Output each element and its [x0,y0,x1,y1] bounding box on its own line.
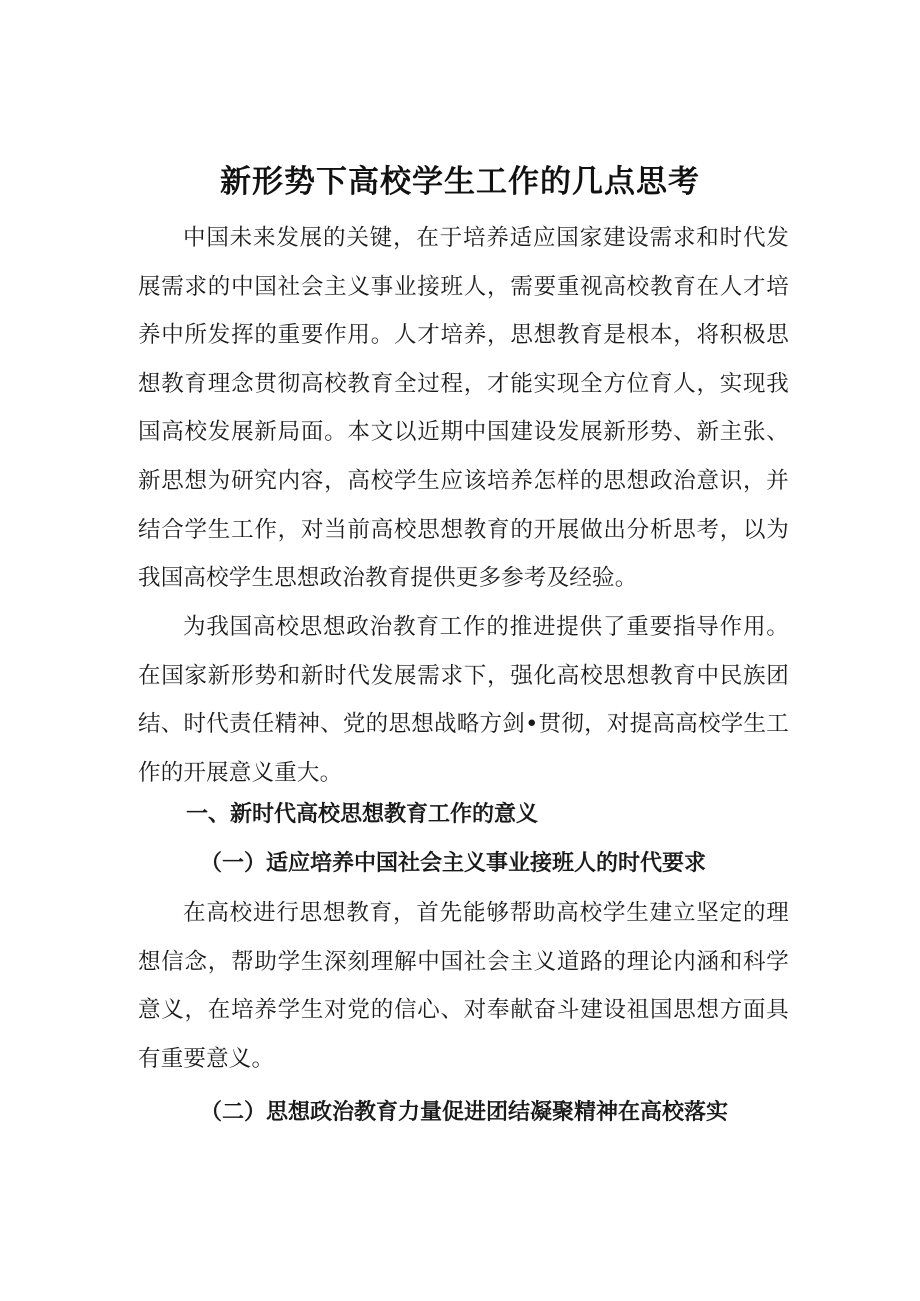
section-heading-1: 一、新时代高校思想教育工作的意义 [186,802,539,827]
subsection-heading-2: （二）思想政治教育力量促进团结凝聚精神在高校落实 [200,1099,729,1125]
document-title: 新形势下高校学生工作的几点思考 [220,163,700,200]
subsection-heading-1: （一）适应培养中国社会主义事业接班人的时代要求 [200,850,707,876]
subsection-1-paragraph: 在高校进行思想教育，首先能够帮助高校学生建立坚定的理想信念，帮助学生深刻理解中国社会主义道路的理论内涵和科学意义，在培养学生对党的信心、对奉献奋斗建设祖国思想方面具有重要意义。 [138,900,789,1072]
context-paragraph: 为我国高校思想政治教育工作的推进提供了重要指导作用。在国家新形势和新时代发展需求下，强化高校思想教育中民族团结、时代责任精神、党的思想战略方剑•贯彻，对提高高校学生工作的开展意义重大。 [138,614,789,786]
intro-paragraph: 中国未来发展的关键，在于培养适应国家建设需求和时代发展需求的中国社会主义事业接班人，需要重视高校教育在人才培养中所发挥的重要作用。人才培养，思想教育是根本，将积极思想教育理念贯彻高校教育全过程，才能实现全方位育人，实现我国高校发展新局面。本文以近期中国建设发展新形势、新主张、新思想为研究内容，高校学生应该培养怎样的思想政治意识，并结合学生工作，对当前高校思想教育的开展做出分析思考，以为我国高校学生思想政治教育提供更多参考及经验。 [138,225,789,592]
